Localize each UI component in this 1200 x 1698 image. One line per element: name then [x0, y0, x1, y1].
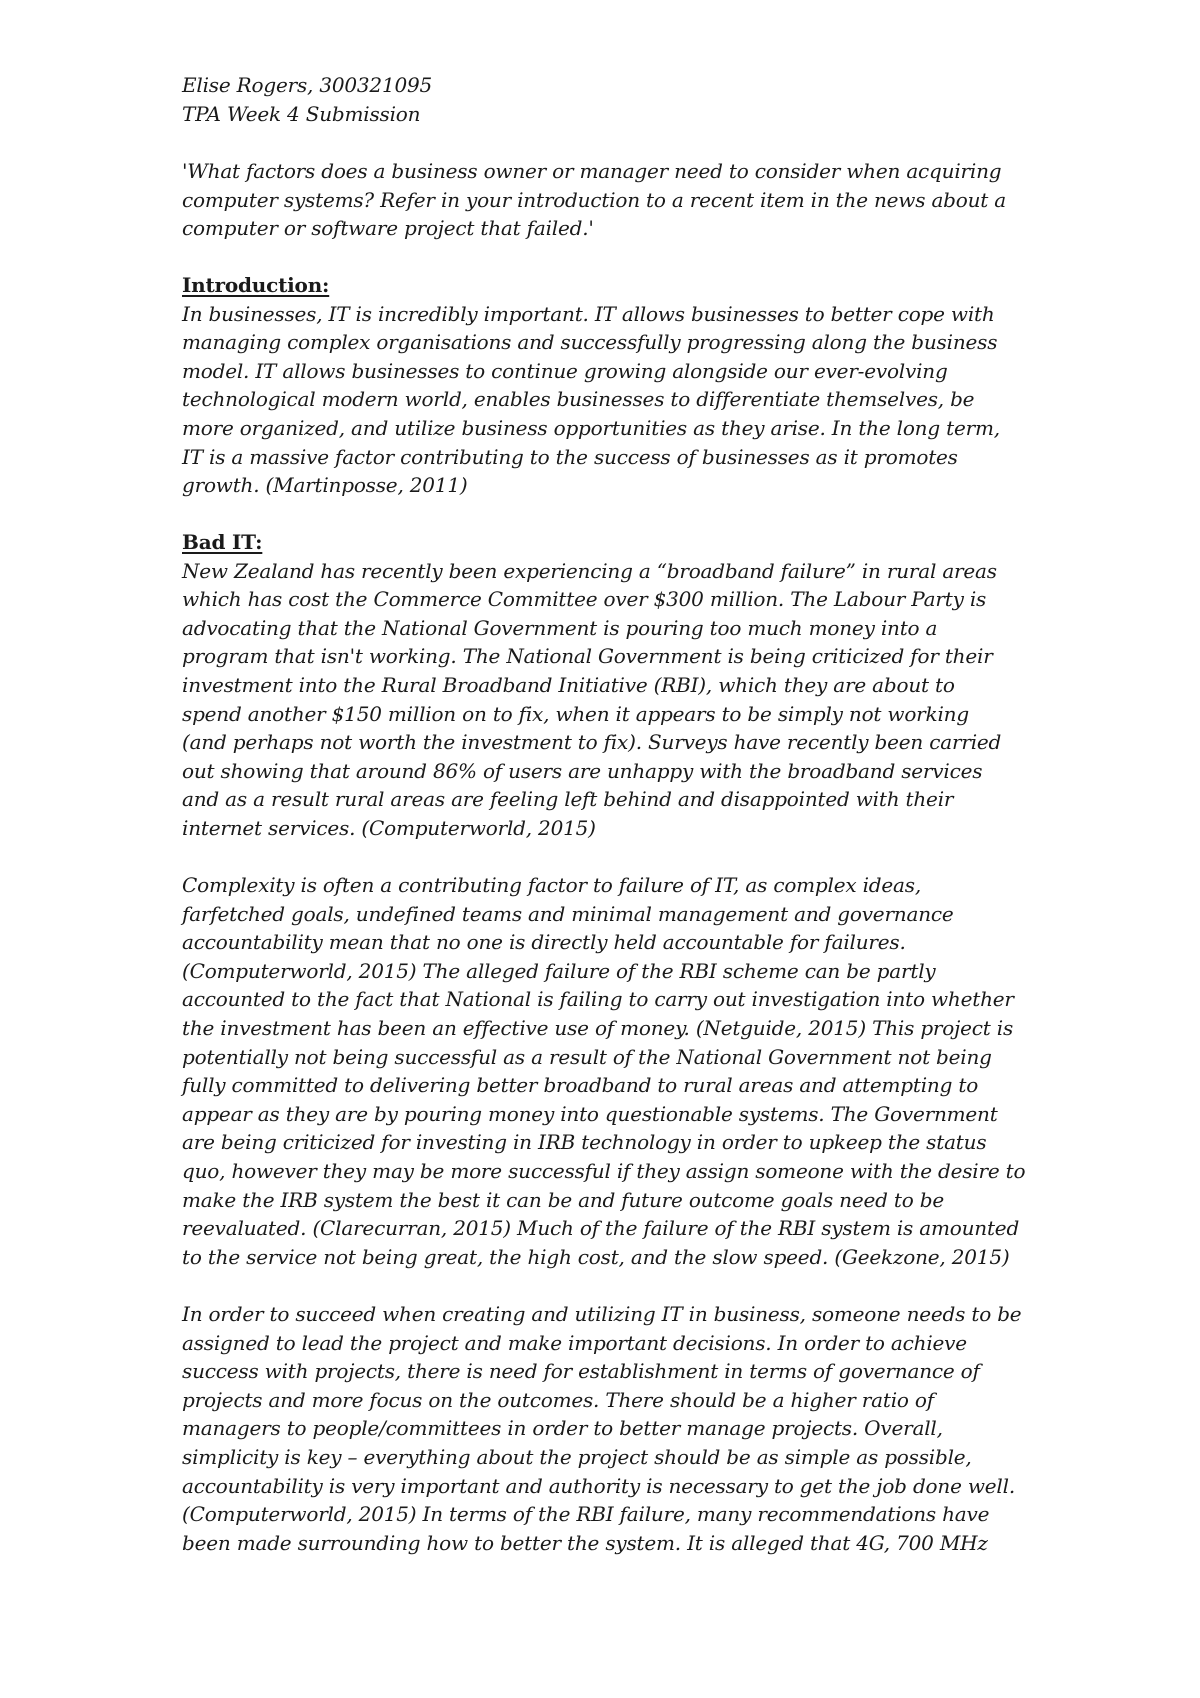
success-line: been made surrounding how to better the system. It is alleged that 4G, 700 MHz — [182, 1530, 988, 1555]
introduction-line: more organized, and utilize business opportunities as they arise. In the long term, — [182, 415, 1000, 440]
success-line: In order to succeed when creating and utilizing IT in business, someone needs to be — [182, 1302, 1022, 1326]
success-paragraph — [182, 1300, 1182, 1557]
introduction-line: growth. (Martinposse, 2011) — [182, 473, 468, 498]
bad-it-line: out showing that around 86% of users are unhappy with the broadband services — [182, 758, 983, 783]
complexity-line: potentially not being successful as a result of the National Government not being — [182, 1044, 992, 1069]
complexity-line: make the IRB system the best it can be and future outcome goals need to be — [182, 1187, 944, 1212]
introduction-line: technological modern world, enables businesses to differentiate themselves, be — [182, 387, 975, 412]
bad-it-line: which has cost the Commerce Committee over $300 million. The Labour Party is — [182, 587, 987, 612]
bad-it-heading: Bad IT: — [182, 530, 263, 554]
complexity-paragraph — [182, 871, 1182, 1271]
introduction-line: model. IT allows businesses to continue growing alongside our ever-evolving — [182, 358, 948, 383]
question-line: computer or software project that failed.' — [182, 216, 594, 241]
success-line: simplicity is key – everything about the project should be as simple as possible, — [182, 1444, 972, 1469]
success-line: (Computerworld, 2015) In terms of the RBI failure, many recommendations have — [182, 1502, 990, 1527]
bad-it-section — [182, 528, 1182, 843]
bad-it-line: advocating that the National Government is pouring too much money into a — [182, 615, 938, 640]
question-line: computer systems? Refer in your introduction to a recent item in the news about a — [182, 187, 1007, 212]
complexity-line: to the service not being great, the high cost, and the slow speed. (Geekzone, 2015) — [182, 1244, 1010, 1269]
bad-it-line: spend another $150 million on to fix, when it appears to be simply not working — [182, 701, 969, 726]
question-line: 'What factors does a business owner or manager need to consider when acquiring — [182, 159, 1002, 183]
submission-line: TPA Week 4 Submission — [182, 101, 421, 126]
complexity-line: accountability mean that no one is directly held accountable for failures. — [182, 930, 906, 955]
success-line: assigned to lead the project and make important decisions. In order to achieve — [182, 1330, 967, 1355]
bad-it-line: program that isn't working. The National Government is being criticized for their — [182, 644, 993, 669]
complexity-line: quo, however they may be more successful if they assign someone with the desire to — [182, 1158, 1026, 1183]
bad-it-line: investment into the Rural Broadband Initiative (RBI), which they are about to — [182, 672, 955, 697]
complexity-line: appear as they are by pouring money into questionable systems. The Government — [182, 1101, 998, 1126]
bad-it-line: (and perhaps not worth the investment to fix). Surveys have recently been carried — [182, 730, 1002, 755]
introduction-line: In businesses, IT is incredibly important. IT allows businesses to better cope with — [182, 301, 995, 326]
bad-it-line: New Zealand has recently been experiencing a “broadband failure” in rural areas — [182, 558, 997, 583]
complexity-line: accounted to the fact that National is failing to carry out investigation into whether — [182, 987, 1014, 1012]
introduction-line: managing complex organisations and successfully progressing along the business — [182, 330, 998, 355]
introduction-section — [182, 271, 1182, 500]
bad-it-line: and as a result rural areas are feeling left behind and disappointed with their — [182, 787, 954, 812]
introduction-line: IT is a massive factor contributing to the success of businesses as it promotes — [182, 444, 958, 469]
complexity-line: are being criticized for investing in IRB technology in order to upkeep the status — [182, 1130, 987, 1155]
essay-question — [182, 157, 1182, 243]
complexity-line: fully committed to delivering better broadband to rural areas and attempting to — [182, 1073, 979, 1098]
success-line: projects and more focus on the outcomes. There should be a higher ratio of — [182, 1387, 934, 1412]
complexity-line: the investment has been an effective use of money. (Netguide, 2015) This project is — [182, 1015, 1014, 1040]
author-line: Elise Rogers, 300321095 — [182, 73, 433, 97]
complexity-line: farfetched goals, undefined teams and minimal management and governance — [182, 901, 954, 926]
complexity-line: (Computerworld, 2015) The alleged failure of the RBI scheme can be partly — [182, 958, 936, 983]
document-header — [182, 71, 1182, 128]
success-line: success with projects, there is need for establishment in terms of governance of — [182, 1359, 980, 1384]
complexity-line: reevaluated. (Clarecurran, 2015) Much of the failure of the RBI system is amounted — [182, 1216, 1020, 1241]
bad-it-line: internet services. (Computerworld, 2015) — [182, 815, 596, 840]
complexity-line: Complexity is often a contributing factor to failure of IT, as complex ideas, — [182, 873, 921, 897]
success-line: accountability is very important and authority is necessary to get the job done well. — [182, 1473, 1015, 1498]
introduction-heading: Introduction: — [182, 273, 330, 297]
success-line: managers to people/committees in order to better manage projects. Overall, — [182, 1416, 943, 1441]
